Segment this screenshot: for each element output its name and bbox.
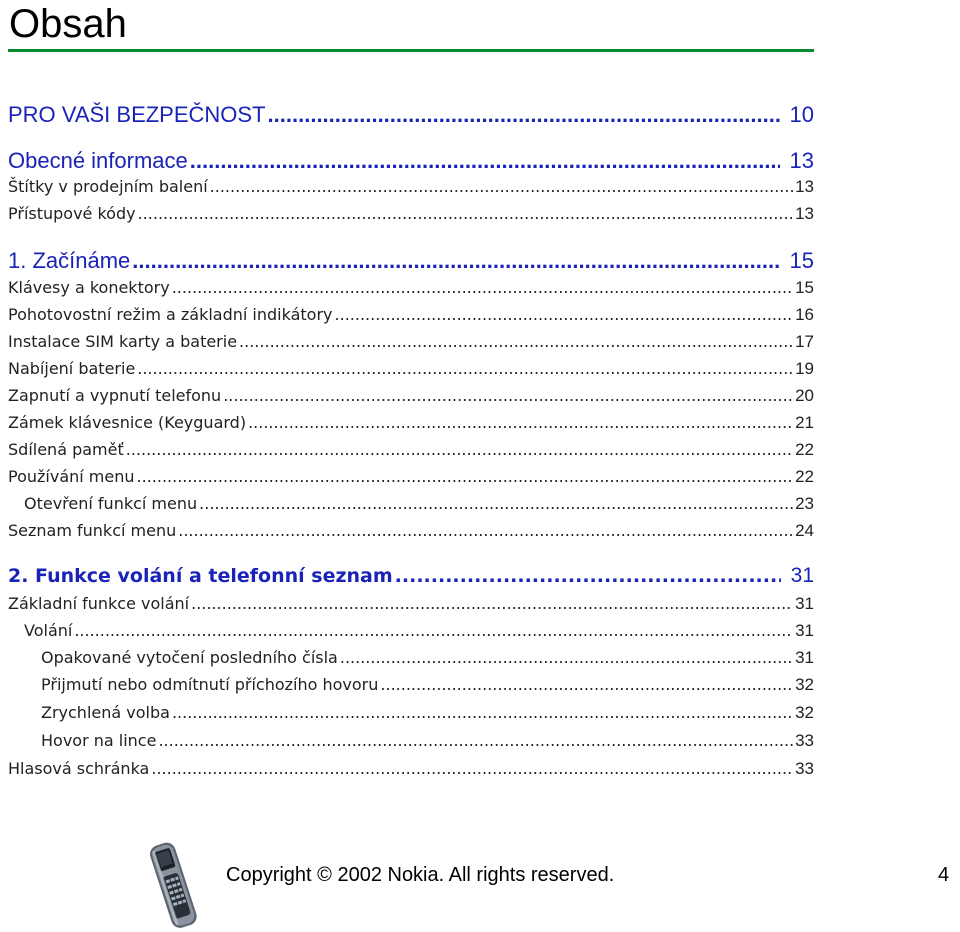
- toc-entry-text: Hlasová schránka: [8, 759, 150, 778]
- toc-entry[interactable]: [8, 703, 814, 723]
- toc-entry[interactable]: [8, 621, 814, 641]
- toc-entry-text: Instalace SIM karty a baterie: [8, 332, 238, 351]
- leader-dots: [137, 359, 793, 378]
- toc-entry-text: Otevření funkcí menu: [24, 494, 198, 513]
- toc-entry-text: 1. Začínáme: [8, 248, 131, 273]
- toc-entry[interactable]: [8, 648, 814, 668]
- toc-entry-text: Pohotovostní režim a základní indikátory: [8, 305, 333, 324]
- toc-entry-page: 19: [795, 359, 814, 378]
- toc-entry-text: Klávesy a konektory: [8, 278, 170, 297]
- toc-entry[interactable]: [8, 521, 814, 541]
- toc-entry[interactable]: [8, 102, 814, 128]
- toc-entry[interactable]: [8, 359, 814, 379]
- leader-dots: [210, 177, 793, 196]
- page-title: Obsah: [9, 2, 127, 46]
- leader-dots: [158, 731, 793, 750]
- leader-dots: [138, 204, 793, 223]
- toc-entry[interactable]: [8, 278, 814, 298]
- toc-entry-page: 23: [795, 494, 814, 513]
- toc-entry-page: 22: [795, 467, 814, 486]
- toc-entry[interactable]: [8, 675, 814, 695]
- toc-entry-page: 16: [795, 305, 814, 324]
- toc-entry[interactable]: [8, 248, 814, 274]
- toc-entry-text: Sdílená paměť: [8, 440, 124, 459]
- title-rule: [8, 49, 814, 52]
- toc-entry-page: 13: [789, 148, 814, 173]
- toc-entry-page: 31: [790, 564, 814, 587]
- copyright-notice: Copyright © 2002 Nokia. All rights reserved.: [226, 864, 615, 886]
- toc-entry-text: PRO VAŠI BEZPEČNOST: [8, 102, 266, 127]
- toc-entry[interactable]: [8, 177, 814, 197]
- leader-dots: [172, 703, 793, 722]
- leader-dots: [199, 494, 793, 513]
- leader-dots: [172, 278, 793, 297]
- toc-entry-page: 13: [795, 177, 814, 196]
- leader-dots: [239, 332, 793, 351]
- toc-entry-page: 32: [795, 675, 814, 694]
- toc-entry-text: Seznam funkcí menu: [8, 521, 177, 540]
- leader-dots: [268, 102, 780, 128]
- toc-entry[interactable]: [8, 305, 814, 325]
- toc-entry-text: Zapnutí a vypnutí telefonu: [8, 386, 222, 405]
- toc-entry-page: 31: [795, 648, 814, 667]
- toc-entry-page: 33: [795, 759, 814, 778]
- leader-dots: [395, 565, 781, 587]
- leader-dots: [191, 594, 793, 613]
- toc-entry-page: 32: [795, 703, 814, 722]
- toc-entry[interactable]: [8, 594, 814, 614]
- toc-entry-page: 21: [795, 413, 814, 432]
- nokia-phone-icon: [148, 838, 200, 930]
- leader-dots: [223, 386, 793, 405]
- toc-entry[interactable]: [8, 440, 814, 460]
- leader-dots: [151, 759, 793, 778]
- toc-entry-text: Opakované vytočení posledního čísla: [41, 648, 338, 667]
- toc-entry-text: Zrychlená volba: [41, 703, 170, 722]
- toc-entry-text: Používání menu: [8, 467, 135, 486]
- toc-entry-text: Obecné informace: [8, 148, 188, 173]
- leader-dots: [74, 621, 793, 640]
- toc-entry[interactable]: [8, 564, 814, 588]
- toc-entry[interactable]: [8, 204, 814, 224]
- toc-entry-text: Zámek klávesnice (Keyguard): [8, 413, 247, 432]
- leader-dots: [335, 305, 794, 324]
- toc-entry-page: 10: [789, 102, 814, 127]
- leader-dots: [380, 675, 793, 694]
- toc-entry-page: 24: [795, 521, 814, 540]
- toc-entry-page: 31: [795, 594, 814, 613]
- toc-entry-page: 17: [795, 332, 814, 351]
- toc-entry[interactable]: [8, 759, 814, 779]
- toc-entry-page: 31: [795, 621, 814, 640]
- page-number: 4: [938, 864, 950, 886]
- toc-entry-page: 20: [795, 386, 814, 405]
- toc-entry-text: Přijmutí nebo odmítnutí příchozího hovoru: [41, 675, 379, 694]
- toc-entry[interactable]: [8, 731, 814, 751]
- toc-entry-page: 15: [789, 248, 814, 273]
- toc-entry[interactable]: [8, 332, 814, 352]
- leader-dots: [132, 248, 779, 274]
- toc-entry[interactable]: [8, 386, 814, 406]
- toc-entry[interactable]: [8, 413, 814, 433]
- toc-entry[interactable]: [8, 467, 814, 487]
- toc-entry-page: 22: [795, 440, 814, 459]
- toc-entry-page: 13: [795, 204, 814, 223]
- leader-dots: [248, 413, 793, 432]
- leader-dots: [340, 648, 793, 667]
- leader-dots: [178, 521, 793, 540]
- leader-dots: [137, 467, 794, 486]
- toc-entry-page: 33: [795, 731, 814, 750]
- toc-entry-text: Nabíjení baterie: [8, 359, 136, 378]
- leader-dots: [190, 148, 780, 174]
- toc-entry-text: Štítky v prodejním balení: [8, 177, 208, 196]
- toc-entry[interactable]: [8, 494, 814, 514]
- toc-entry[interactable]: [8, 148, 814, 174]
- toc-entry-text: Volání: [24, 621, 73, 640]
- toc-entry-text: Přístupové kódy: [8, 204, 136, 223]
- toc-entry-text: Základní funkce volání: [8, 594, 190, 613]
- toc-entry-text: 2. Funkce volání a telefonní seznam: [8, 565, 393, 587]
- leader-dots: [126, 440, 793, 459]
- toc-entry-text: Hovor na lince: [41, 731, 157, 750]
- toc-entry-page: 15: [795, 278, 814, 297]
